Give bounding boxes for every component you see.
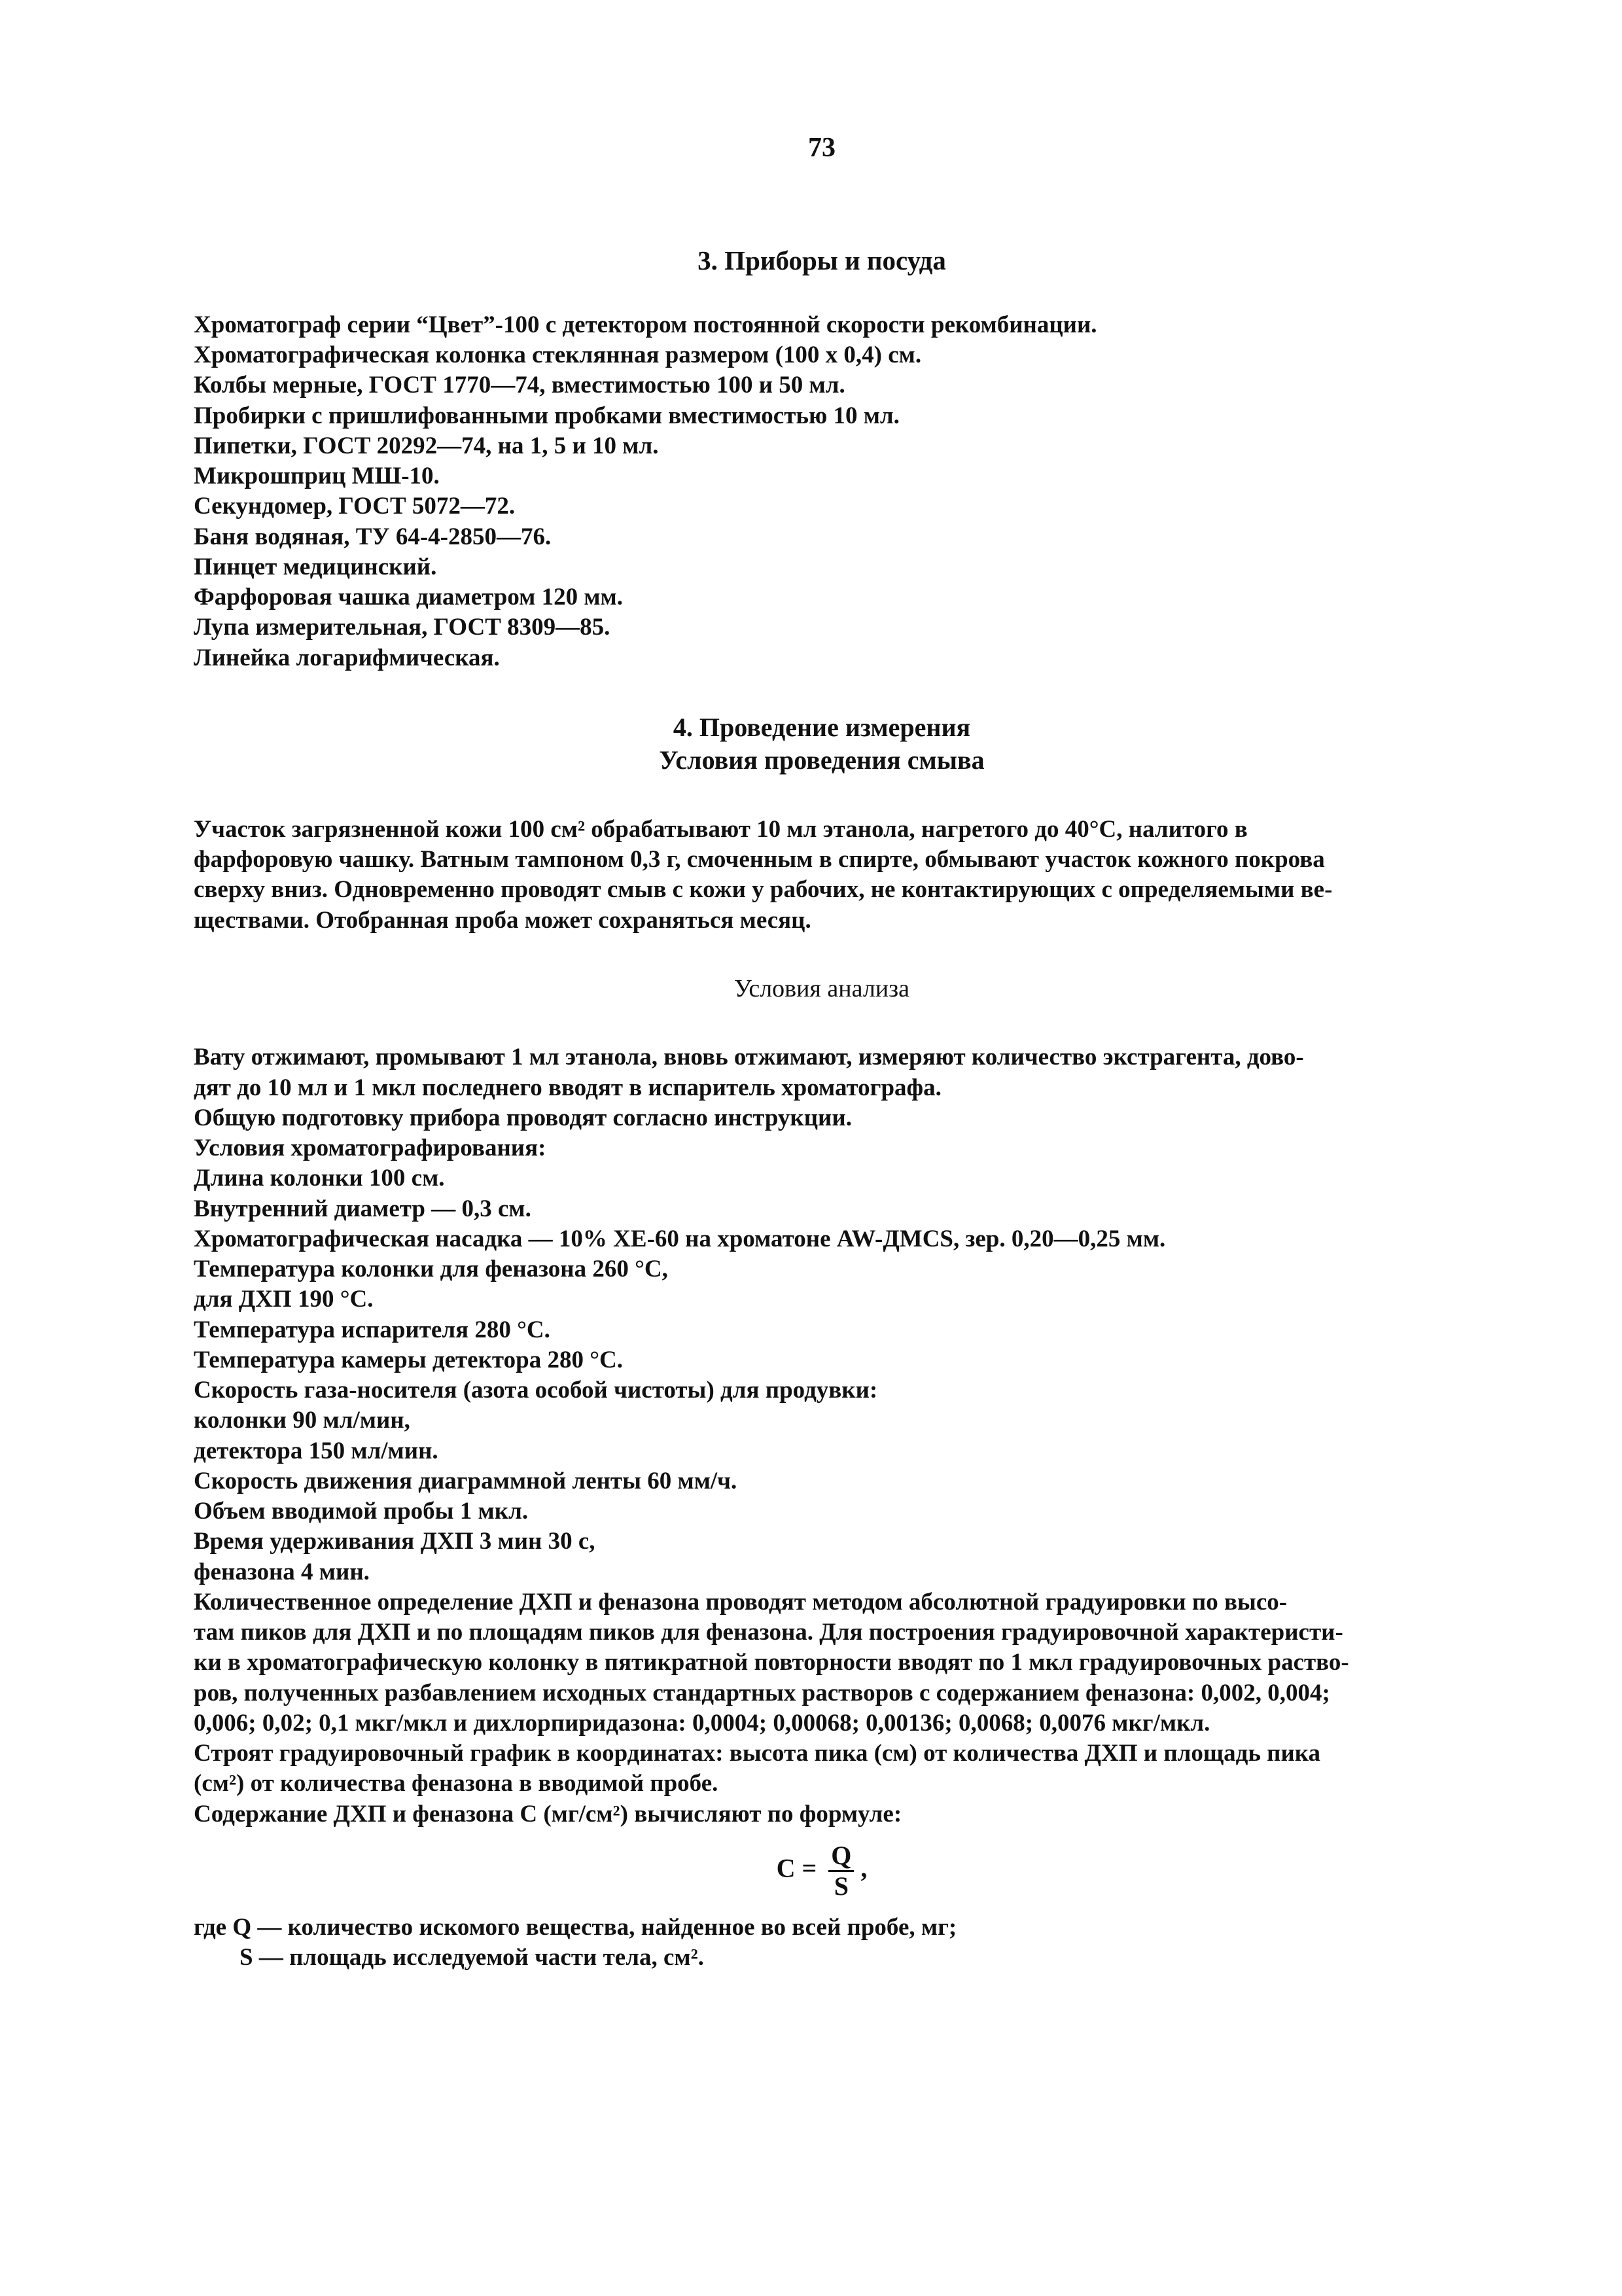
paragraph-line: ществами. Отобранная проба может сохраняться месяц.: [194, 906, 811, 934]
analysis-text: [194, 1042, 1450, 1829]
equipment-list: [194, 310, 1450, 673]
equipment-item: Хроматографическая колонка стеклянная размером (100 х 0,4) см.: [194, 342, 922, 368]
formula-denominator: S: [834, 1871, 849, 1901]
analysis-line: Объем вводимой пробы 1 мкл.: [194, 1498, 529, 1525]
section-3-title: 3. Приборы и посуда: [697, 245, 946, 275]
concentration-formula: [194, 1840, 1450, 1901]
formula-definitions: [194, 1913, 1450, 1973]
equipment-item: Пинцет медицинский.: [194, 553, 437, 580]
analysis-line: Температура испарителя 280 °С.: [194, 1316, 550, 1343]
analysis-line: Количественное определение ДХП и феназона проводят методом абсолютной градуировки по высо-: [194, 1588, 1288, 1616]
equipment-item: Баня водяная, ТУ 64-4-2850—76.: [194, 523, 552, 550]
equipment-item: Микрошприц МШ-10.: [194, 463, 440, 489]
analysis-line: Длина колонки 100 см.: [194, 1165, 445, 1192]
equipment-item: Пробирки с пришлифованными пробками вместимостью 10 мл.: [194, 402, 900, 429]
analysis-conditions-heading: Условия анализа: [733, 974, 909, 1002]
paragraph-line: Участок загрязненной кожи 100 см² обрабатывают 10 мл этанола, нагретого до 40°С, налитого в: [194, 815, 1248, 843]
paragraph-line: фарфоровую чашку. Ватным тампоном 0,3 г, смоченным в спирте, обмывают участок кожного покрова: [194, 846, 1325, 873]
equipment-item: Фарфоровая чашка диаметром 120 мм.: [194, 584, 623, 610]
formula-numerator: Q: [828, 1843, 854, 1872]
definition-s: S — площадь исследуемой части тела, см².: [239, 1944, 704, 1971]
spacer: [194, 936, 1450, 974]
spacer: [194, 673, 1450, 711]
analysis-line: ки в хроматографическую колонку в пятикратной повторности вводят по 1 мкл градуировочных раство-: [194, 1649, 1349, 1676]
analysis-line: 0,006; 0,02; 0,1 мкг/мкл и дихлорпиридазона: 0,0004; 0,00068; 0,00136; 0,0068; 0,0076 мкг/мкл.: [194, 1709, 1210, 1737]
analysis-line: Условия хроматографирования:: [194, 1135, 546, 1161]
analysis-line: Время удерживания ДХП 3 мин 30 с,: [194, 1528, 595, 1555]
analysis-line: там пиков для ДХП и по площадям пиков для феназона. Для построения градуировочной характеристи-: [194, 1619, 1343, 1646]
analysis-line: детектора 150 мл/мин.: [194, 1437, 438, 1464]
analysis-line: Общую подготовку прибора проводят согласно инструкции.: [194, 1104, 852, 1131]
formula-fraction: [828, 1840, 854, 1901]
equipment-item: Хроматограф серии “Цвет”-100 с детектором постоянной скорости рекомбинации.: [194, 311, 1097, 338]
analysis-line: Строят градуировочный график в координатах: высота пика (см) от количества ДХП и площадь пика: [194, 1740, 1321, 1767]
section-4-title: 4. Проведение измерения: [673, 712, 971, 742]
analysis-line: Содержание ДХП и феназона С (мг/см²) вычисляют по формуле:: [194, 1800, 902, 1828]
definition-q: где Q — количество искомого вещества, найденное во всей пробе, мг;: [194, 1913, 957, 1941]
analysis-line: Скорость газа-носителя (азота особой чистоты) для продувки:: [194, 1377, 878, 1404]
spacer: [194, 777, 1450, 815]
paragraph-line: сверху вниз. Одновременно проводят смыв с кожи у рабочих, не контактирующих с определяемыми ве-: [194, 876, 1333, 904]
document-page: [194, 131, 1450, 1973]
analysis-line: Скорость движения диаграммной ленты 60 мм/ч.: [194, 1467, 737, 1494]
formula-lhs: С =: [776, 1853, 817, 1883]
analysis-line: Вату отжимают, промывают 1 мл этанола, вновь отжимают, измеряют количество экстрагента, дово-: [194, 1044, 1304, 1071]
analysis-line: дят до 10 мл и 1 мкл последнего вводят в испаритель хроматографа.: [194, 1074, 942, 1101]
equipment-item: Пипетки, ГОСТ 20292—74, на 1, 5 и 10 мл.: [194, 432, 659, 459]
equipment-item: Секундомер, ГОСТ 5072—72.: [194, 493, 516, 520]
equipment-item: Линейка логарифмическая.: [194, 644, 500, 671]
analysis-line: ров, полученных разбавлением исходных стандартных растворов с содержанием феназона: 0,002, 0,004;: [194, 1679, 1330, 1706]
page-number: 73: [808, 133, 836, 163]
analysis-line: Внутренний диаметр — 0,3 см.: [194, 1195, 531, 1222]
wash-conditions-heading: Условия проведения смыва: [659, 745, 985, 775]
spacer: [194, 1004, 1450, 1042]
analysis-line: для ДХП 190 °С.: [194, 1286, 374, 1313]
wash-paragraph: [194, 815, 1450, 936]
formula-tail: ,: [860, 1853, 868, 1883]
analysis-line: (см²) от количества феназона в вводимой пробе.: [194, 1770, 718, 1797]
analysis-line: Хроматографическая насадка — 10% ХЕ-60 на хроматоне AW-ДМCS, зер. 0,20—0,25 мм.: [194, 1225, 1166, 1252]
equipment-item: Лупа измерительная, ГОСТ 8309—85.: [194, 614, 610, 641]
analysis-line: феназона 4 мин.: [194, 1558, 370, 1585]
equipment-item: Колбы мерные, ГОСТ 1770—74, вместимостью 100 и 50 мл.: [194, 372, 845, 399]
analysis-line: Температура колонки для феназона 260 °С,: [194, 1256, 668, 1282]
analysis-line: Температура камеры детектора 280 °С.: [194, 1346, 623, 1373]
analysis-line: колонки 90 мл/мин,: [194, 1407, 410, 1434]
